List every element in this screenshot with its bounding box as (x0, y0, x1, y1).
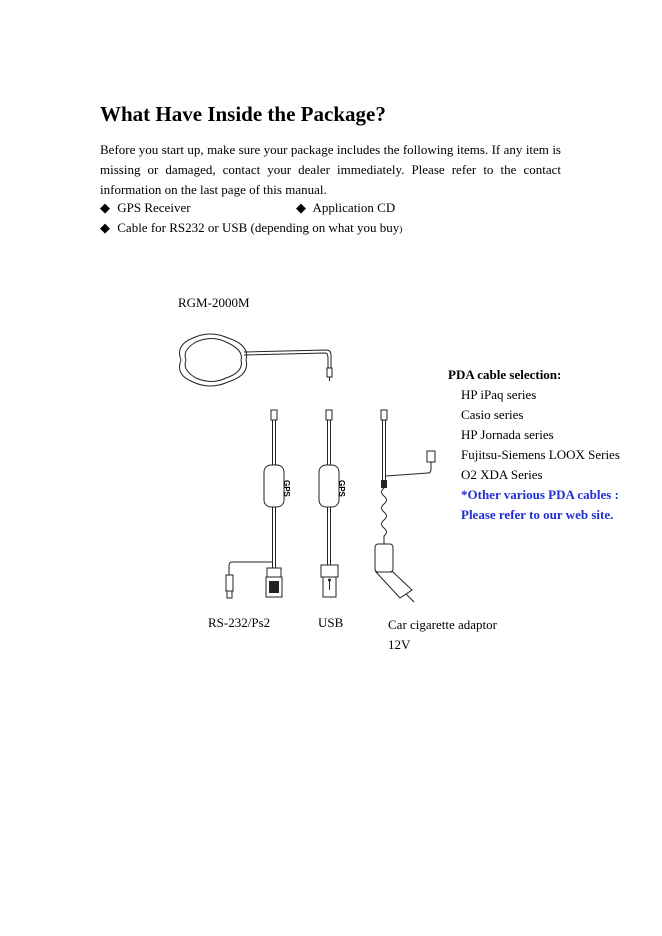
list-item: O2 XDA Series (461, 467, 543, 482)
list-item: HP Jornada series (461, 427, 554, 442)
caption-car-line2: 12V (388, 637, 411, 652)
caption-usb: USB (318, 615, 344, 630)
package-item-label: Cable for RS232 or USB (depending on what you buy (117, 220, 400, 235)
caption-car-line1: Car cigarette adaptor (388, 617, 497, 632)
caption-car-adaptor (388, 615, 497, 655)
diamond-bullet-icon: ◆ (100, 200, 110, 215)
diamond-bullet-icon: ◆ (296, 200, 306, 215)
caption-rs232: RS-232/Ps2 (208, 615, 271, 630)
car-adaptor-cable-illustration (375, 410, 435, 602)
gps-box-label: GPS (337, 480, 346, 497)
gps-receiver-illustration (180, 334, 333, 386)
pda-note-line1: *Other various PDA cables : (461, 487, 619, 502)
list-item: Casio series (461, 407, 524, 422)
pda-heading: PDA cable selection: (448, 367, 562, 382)
model-label: RGM-2000M (178, 295, 250, 310)
pda-cable-selection (448, 365, 620, 525)
rs232-cable-illustration (226, 410, 291, 598)
package-item-label: Application CD (312, 200, 396, 215)
package-item-suffix: ) (399, 224, 403, 234)
list-item: HP iPaq series (461, 387, 537, 402)
package-item-label: GPS Receiver (117, 200, 191, 215)
gps-box-label: GPS (282, 480, 291, 497)
pda-list (448, 385, 620, 525)
usb-cable-illustration (319, 410, 346, 597)
list-item: Fujitsu-Siemens LOOX Series (461, 447, 620, 462)
pda-note-line2: Please refer to our web site. (461, 507, 614, 522)
intro-paragraph: Before you start up, make sure your package includes the following items. If any item is missing or damaged, contact your dealer immediately. Please refer to the contact information on the last page of this manual. (100, 142, 561, 197)
diamond-bullet-icon: ◆ (100, 220, 110, 235)
page-title: What Have Inside the Package? (100, 102, 386, 126)
